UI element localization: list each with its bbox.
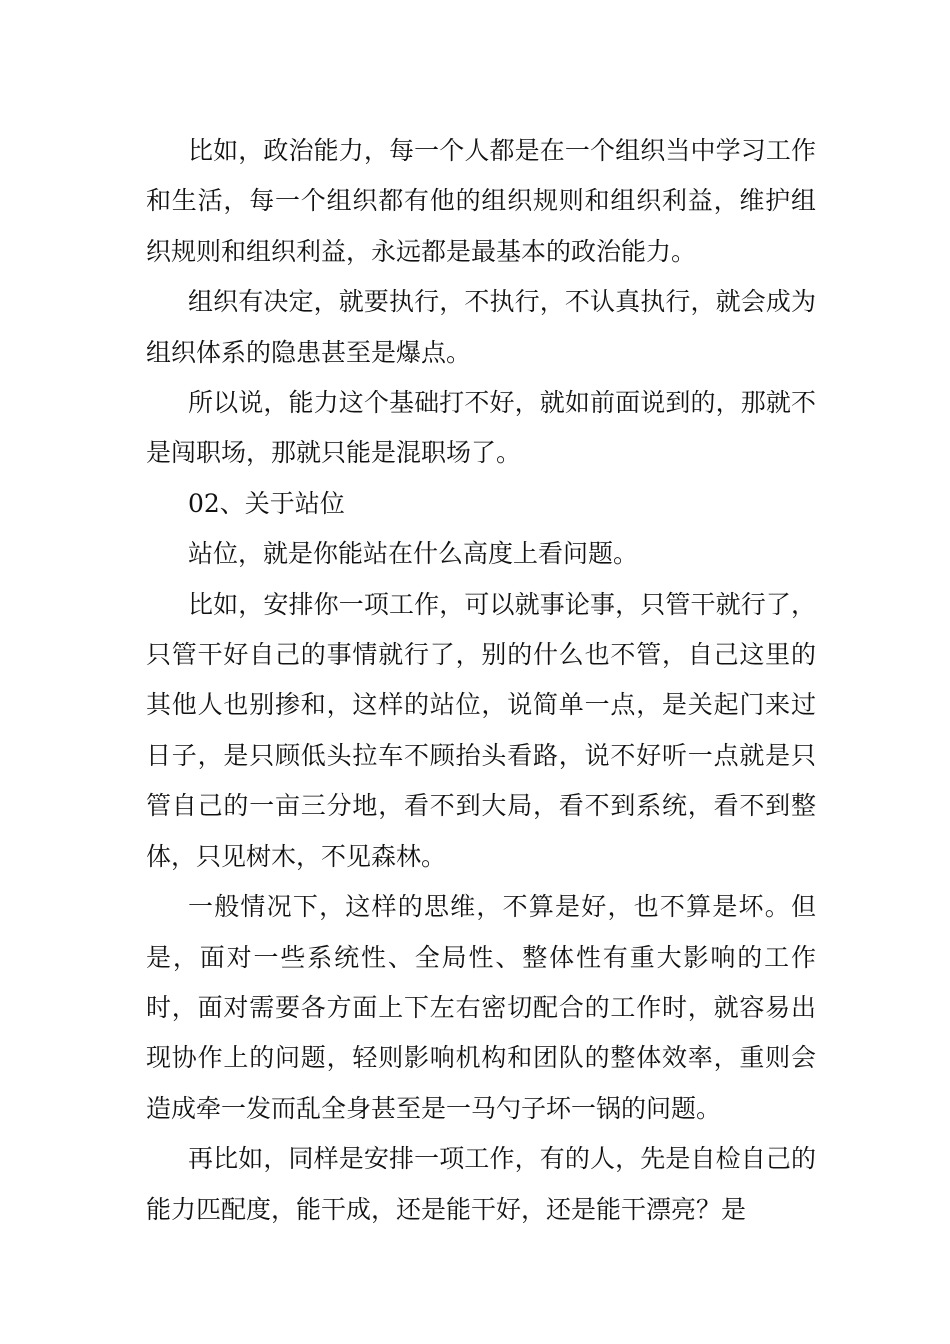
document-body: [146, 126, 816, 1235]
paragraph-general-situation: 一般情况下，这样的思维，不算是好，也不算是坏。但是，面对一些系统性、全局性、整体性有重大影响的工作时，面对需要各方面上下左右密切配合的工作时，就容易出现协作上的问题，轻则影响机构和团队的整体效率，重则会造成牵一发而乱全身甚至是一马勺子坏一锅的问题。: [146, 892, 816, 1123]
section-heading-standpoint: 02、关于站位: [188, 488, 345, 518]
paragraph-political-ability: 比如，政治能力，每一个人都是在一个组织当中学习工作和生活，每一个组织都有他的组织规则和组织利益，维护组织规则和组织利益，永远都是最基本的政治能力。: [146, 136, 816, 266]
paragraph-another-example: 再比如，同样是安排一项工作，有的人，先是自检自己的能力匹配度，能干成，还是能干好，还是能干漂亮？是: [146, 1144, 816, 1224]
paragraph-ability-foundation: 所以说，能力这个基础打不好，就如前面说到的，那就不是闯职场，那就只能是混职场了。: [146, 388, 816, 468]
paragraph-organization-decision: 组织有决定，就要执行，不执行，不认真执行，就会成为组织体系的隐患甚至是爆点。: [146, 287, 816, 367]
paragraph-standpoint-definition: 站位，就是你能站在什么高度上看问题。: [188, 539, 639, 569]
paragraph-standpoint-example: 比如，安排你一项工作，可以就事论事，只管干就行了，只管干好自己的事情就行了，别的什么也不管，自己这里的其他人也别掺和，这样的站位，说简单一点，是关起门来过日子，是只顾低头拉车不顾抬头看路，说不好听一点就是只管自己的一亩三分地，看不到大局，看不到系统，看不到整体，只见树木，不见森林。: [146, 589, 816, 871]
